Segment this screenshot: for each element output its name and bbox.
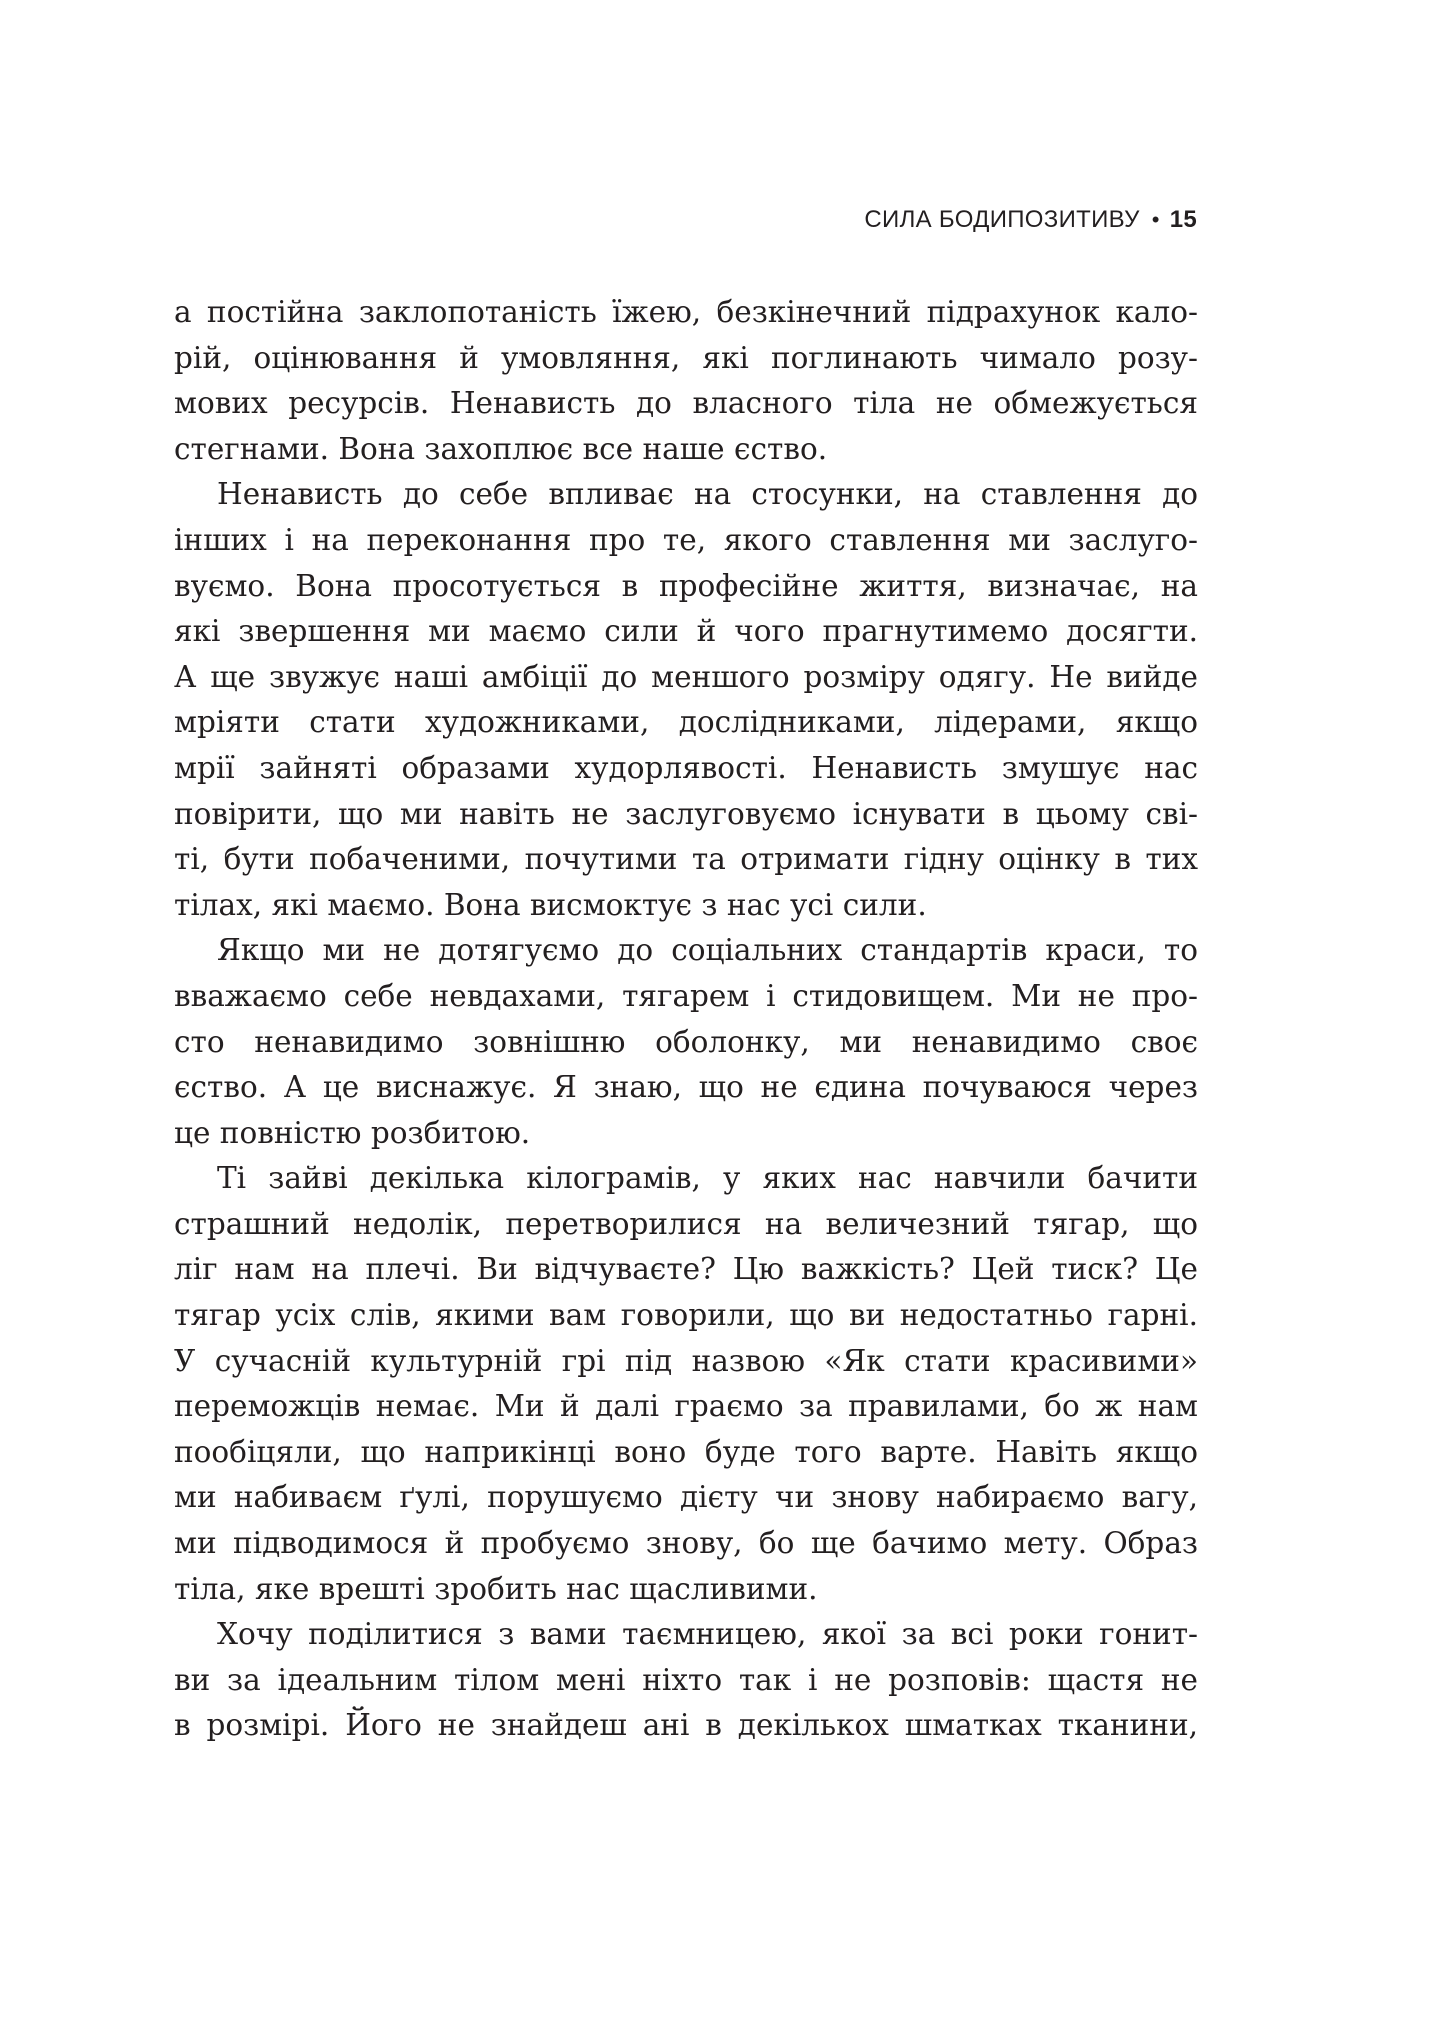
body-text [174, 290, 1198, 1749]
text-line: У сучасній культурній грі під назвою «Як стати красивими» [174, 1343, 1198, 1378]
text-line: переможців немає. Ми й далі граємо за правилами, бо ж нам [174, 1389, 1198, 1424]
text-line: страшний недолік, перетворилися на величезний тягар, що [174, 1206, 1198, 1241]
paragraph [174, 1612, 1198, 1749]
text-line: повірити, що ми навіть не заслуговуємо існувати в цьому сві- [174, 796, 1198, 831]
text-line: мріяти стати художниками, дослідниками, лідерами, якщо [174, 705, 1198, 740]
text-line: ми набиваєм ґулі, порушуємо дієту чи знову набираємо вагу, [174, 1480, 1198, 1515]
text-line: ліг нам на плечі. Ви відчуваєте? Цю важкість? Цей тиск? Це [174, 1252, 1198, 1287]
text-line: тягар усіх слів, якими вам говорили, що ви недостатньо гарні. [174, 1298, 1198, 1333]
paragraph [174, 928, 1198, 1156]
text-line: стегнами. Вона захоплює все наше єство. [174, 431, 828, 466]
text-line: тіла, яке врешті зробить нас щасливими. [174, 1571, 818, 1606]
text-line: тілах, які маємо. Вона висмоктує з нас усі сили. [174, 887, 927, 922]
text-line: Хочу поділитися з вами таємницею, якої за всі роки гонит- [217, 1617, 1198, 1652]
paragraph [174, 472, 1198, 928]
text-line: пообіцяли, що наприкінці воно буде того варте. Навіть якщо [174, 1434, 1198, 1469]
text-line: Якщо ми не дотягуємо до соціальних стандартів краси, то [217, 933, 1198, 968]
text-line: вуємо. Вона просотується в професійне життя, визначає, на [174, 568, 1198, 603]
running-header [864, 200, 1197, 240]
text-line: вважаємо себе невдахами, тягарем і стидовищем. Ми не про- [174, 978, 1198, 1013]
text-line: мових ресурсів. Ненависть до власного тіла не обмежується [174, 386, 1198, 421]
text-line: ви за ідеальним тілом мені ніхто так і не розповів: щастя не [174, 1662, 1198, 1697]
text-line: інших і на переконання про те, якого ставлення ми заслуго- [174, 522, 1198, 557]
paragraph [174, 290, 1198, 472]
text-line: А ще звужує наші амбіції до меншого розміру одягу. Не вийде [174, 659, 1198, 694]
text-line: сто ненавидимо зовнішню оболонку, ми ненавидимо своє [174, 1024, 1198, 1059]
text-line: які звершення ми маємо сили й чого прагнутимемо досягти. [174, 614, 1198, 649]
running-header-title: СИЛА БОДИПОЗИТИВУ [864, 206, 1140, 233]
running-header-separator: • [1151, 207, 1160, 232]
text-line: Ненависть до себе впливає на стосунки, на ставлення до [217, 477, 1198, 512]
text-line: Ті зайві декілька кілограмів, у яких нас навчили бачити [217, 1161, 1198, 1196]
text-line: єство. А це виснажує. Я знаю, що не єдина почуваюся через [174, 1070, 1198, 1105]
text-line: в розмірі. Його не знайдеш ані в декількох шматках тканини, [174, 1708, 1198, 1743]
text-line: рій, оцінювання й умовляння, які поглинають чимало розу- [174, 340, 1198, 375]
text-line: мрії зайняті образами худорлявості. Ненависть змушує нас [174, 750, 1198, 785]
text-line: ми підводимося й пробуємо знову, бо ще бачимо мету. Образ [174, 1526, 1198, 1561]
text-line: а постійна заклопотаність їжею, безкінечний підрахунок кало- [174, 295, 1198, 329]
text-line: ті, бути побаченими, почутими та отримати гідну оцінку в тих [174, 842, 1198, 877]
paragraph [174, 1156, 1198, 1612]
text-line: це повністю розбитою. [174, 1115, 531, 1150]
page-number: 15 [1169, 206, 1197, 233]
